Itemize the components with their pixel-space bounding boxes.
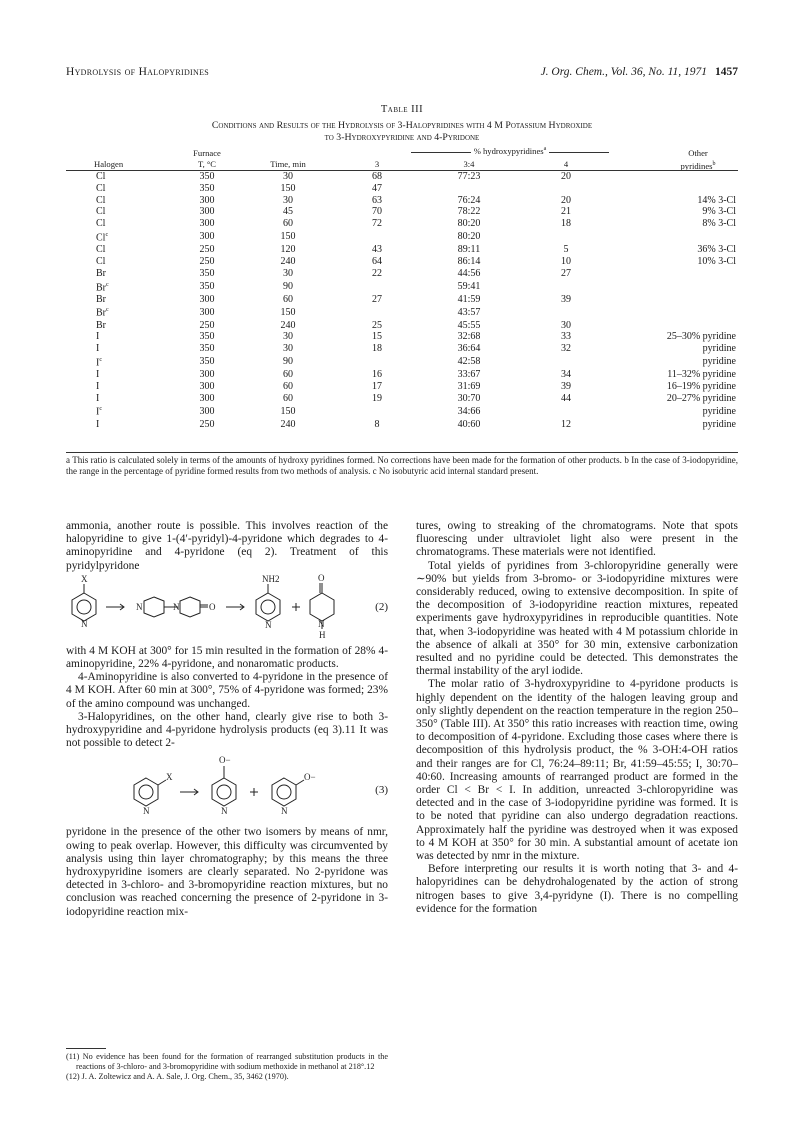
eq2-NH2: NH2 [262,573,280,584]
cell-time: 240 [280,255,296,267]
cell-pct4 [522,305,610,319]
cell-pct4: 21 [561,206,571,218]
cell-pct3 [338,305,416,319]
table-row [66,230,738,244]
table-row [66,171,738,183]
cell-other [610,171,738,183]
cell-pct3: 19 [372,392,382,404]
table-header [66,146,738,170]
cell-ratio: 45:55 [457,319,481,331]
cell-pct4: 34 [561,369,571,381]
cell-pct4: 20 [561,194,571,206]
cell-other [610,294,738,306]
cell-pct4 [522,355,610,369]
table-row [66,294,738,306]
cell-ratio: 76:24 [457,194,481,206]
cell-pct4: 39 [561,293,571,305]
cell-halogen: Br [96,319,106,331]
cell-pct4 [522,183,610,195]
cell-other [610,183,738,195]
cell-ratio: 41:59 [457,293,481,305]
cell-pct3 [338,230,416,244]
cell-other: 9% 3-Cl [702,206,736,218]
cell-halogen: I [96,343,100,355]
left-paragraph-5: pyridone in the presence of the other two isomers by means of nmr, owing to peak overlap. However, this difficulty was circumvented by analysis using thin layer chromatography; by this means the three hydroxypyridine isomers are clearly separated. No 2-pyridone was detected in 3-chloro- and 3-bromopyridine reaction mixtures, but no conclusion was reached concerning the presence of 2-pyridone in 3-iodopyridine reaction mix- [66,826,388,918]
reference-11: (11) No evidence has been found for the formation of rearranged substitution products in the reactions of 3-chloro- and 3-bromopyridine with sodium methoxide in methanol at 218°.12 [66,1052,388,1071]
equation-3-structures [66,750,366,826]
cell-pct3: 43 [372,244,382,256]
cell-ratio: 80:20 [457,231,481,243]
cell-time: 150 [280,405,296,417]
cell-ratio: 86:14 [457,255,481,267]
cell-halogen: Br$^c$ [96,307,109,319]
cell-ratio: 44:56 [457,267,481,279]
right-paragraph-3: The molar ratio of 3-hydroxypyridine to 4-pyridone products is highly dependent on the identity of the halogen leaving group and only slightly dependent on the reaction temperature in the region 250–350° (Table III). At 350° this ratio increases with reaction time, owing to decomposition of 4-pyridone. Excluding those cases where there is decomposition of this hydrolysis product, the % 3-OH:4-OH ratios and their ranges are for Cl, 76:24–89:11; Br, 41:59–45:55; I, 30:70–40:60. Increasing amounts of rearranged product are formed in the order Cl < Br < I. In addition, unreacted 3-chloropyridine was detected and in the case of 3-iodopyridine pyridine was formed. It is to be noted that pyridine can also undergo degradation reactions. Approximately half the pyridine was destroyed when it was exposed to 4 M KOH at 350° for 30 min. A substantial amount of acetate ion was detected by nmr in the mixture. [416,678,738,863]
cell-temp: 300 [199,405,215,417]
table-row [66,404,738,418]
table-row [66,256,738,268]
table-row [66,305,738,319]
cell-pct4 [522,230,610,244]
cell-temp: 300 [199,194,215,206]
table-label: Table III [380,104,424,115]
cell-pct4: 39 [561,380,571,392]
cell-temp: 300 [199,380,215,392]
cell-other: 36% 3-Cl [697,244,736,256]
cell-time: 120 [280,244,296,256]
cell-other: 11–32% pyridine [667,369,736,381]
cell-ratio: 42:58 [457,356,481,368]
table-row [66,343,738,355]
cell-other: 16–19% pyridine [666,380,736,392]
cell-temp: 300 [199,231,215,243]
table-row [66,195,738,207]
table-bottom-rule [66,452,738,453]
cell-halogen: Cl [96,218,106,230]
cell-halogen: Br [96,267,106,279]
eq2-O2: O [318,572,325,583]
running-head-title: Hydrolysis of Halopyridines [66,66,210,78]
eq3-N3: N [281,806,288,817]
cell-temp: 300 [199,206,215,218]
cell-pct4: 10 [561,255,571,267]
cell-pct3: 17 [372,380,382,392]
cell-ratio: 78:22 [457,206,481,218]
left-paragraph-1: ammonia, another route is possible. This involves reaction of the halopyridine to give 1-(4′-pyridyl)-4-pyridone which degrades to 4-aminopyridine and 4-pyridone (eq 2). Treatment of this pyridylpyridone [66,520,388,572]
cell-other [610,280,738,294]
cell-time: 30 [283,171,293,182]
cell-temp: 350 [199,267,215,279]
cell-ratio: 34:66 [457,405,481,417]
cell-temp: 300 [199,293,215,305]
cell-pct4: 30 [561,319,571,331]
cell-time: 60 [283,380,293,392]
cell-time: 240 [280,418,296,430]
cell-halogen: I [96,380,100,392]
cell-ratio [416,183,522,195]
cell-time: 60 [283,369,293,381]
header-col3: 3 [374,159,380,169]
cell-other [610,305,738,319]
cell-footnote-mark: c [99,406,103,413]
eq2-N4: N [265,619,272,630]
table-row [66,355,738,369]
header-other2-text: pyridines [680,160,713,171]
eq2-N5: N [318,618,325,629]
cell-halogen: Br [96,293,106,305]
eq3-N1: N [143,806,150,817]
table-row [66,218,738,230]
cell-halogen: I [96,369,100,381]
table-footnotes: a This ratio is calculated solely in terms of the amounts of hydroxy pyridines formed. No corrections have been made for the formation of other products. b In the case of 3-iodopyridine, the range in the percentage of pyridine formed results from two methods of analysis. c No isobutyric acid internal standard present. [66,455,738,476]
cell-time: 30 [283,343,293,355]
header-temp: T, °C [197,159,217,169]
cell-pct3 [338,404,416,418]
eq2-N1: N [81,618,88,629]
cell-ratio: 33:67 [457,369,481,381]
cell-temp: 300 [199,306,215,318]
cell-pct3: 25 [372,319,382,331]
cell-time: 30 [283,194,293,206]
cell-other: pyridine [702,405,736,417]
left-paragraph-3: 4-Aminopyridine is also converted to 4-pyridone in the presence of 4 M KOH. After 60 min at 300°, 75% of 4-pyridone was formed; 23% of the amino compound was unchanged. [66,671,388,710]
cell-pct3: 8 [374,418,380,430]
eq3-Ominus-1: O− [219,755,231,766]
table-caption-line1: Conditions and Results of the Hydrolysis of 3-Halopyridines with 4 M Potassium Hydroxide [211,120,593,131]
eq2-H: H [319,629,326,640]
cell-footnote-mark: c [99,356,103,363]
cell-other: pyridine [702,343,736,355]
cell-pct4: 18 [561,218,571,230]
eq3-N2: N [221,806,228,817]
eq2-N3: N [173,601,180,612]
header-other1: Other [688,148,708,158]
cell-temp: 350 [199,171,215,182]
cell-pct3: 22 [372,267,382,279]
cell-other [610,230,738,244]
cell-footnote-mark: c [105,231,109,238]
equation-2-number: (2) [375,600,388,613]
cell-temp: 350 [199,343,215,355]
cell-temp: 350 [199,182,215,194]
header-ratio: 3:4 [463,159,475,169]
cell-footnote-mark: c [106,281,109,288]
cell-pct3: 15 [372,331,382,343]
cell-pct3: 47 [372,182,382,194]
cell-time: 150 [280,306,296,318]
table-caption-line2: to 3-Hydroxypyridine and 4-Pyridone [324,132,480,143]
left-paragraph-2: with 4 M KOH at 300° for 15 min resulted in the formation of 28% 4-aminopyridine, 22% 4-pyridone, and nonaromatic products. [66,644,388,671]
table-row [66,206,738,218]
cell-other: 10% 3-Cl [697,255,736,267]
left-paragraph-4: 3-Halopyridines, on the other hand, clearly give rise to both 3-hydroxypyridine and 4-pyridone hydrolysis products (eq 3).11 It was not possible to detect 2- [66,710,388,750]
cell-temp: 350 [199,356,215,368]
cell-pct4: 12 [561,418,571,430]
cell-temp: 300 [199,392,215,404]
cell-halogen: Cl [96,255,106,267]
cell-halogen: Cl [96,171,106,182]
cell-other: 20–27% pyridine [666,392,736,404]
cell-pct3: 18 [372,343,382,355]
cell-pct4: 20 [561,171,571,182]
cell-ratio: 43:57 [457,306,481,318]
cell-pct3: 64 [372,255,382,267]
table-row [66,393,738,405]
cell-temp: 250 [199,319,215,331]
cell-time: 60 [283,293,293,305]
equation-2 [66,573,388,645]
footnote-rule [66,1048,106,1049]
eq2-X-label: X [81,573,88,584]
cell-halogen: $I^c$ [96,356,103,369]
cell-ratio: 59:41 [457,280,481,292]
header-furnace: Furnace [193,148,221,158]
cell-ratio: 89:11 [457,244,481,256]
cell-pct3 [338,280,416,294]
reference-12: (12) J. A. Zoltewicz and A. A. Sale, J. Org. Chem., 35, 3462 (1970). [66,1072,289,1081]
cell-temp: 250 [199,244,215,256]
equation-3 [66,750,388,826]
cell-temp: 300 [199,218,215,230]
cell-halogen: I [96,418,100,430]
equation-2-structures [66,573,366,645]
cell-time: 90 [283,356,293,368]
cell-ratio: 77:23 [457,171,481,182]
cell-pct3 [338,355,416,369]
cell-pct3: 63 [372,194,382,206]
cell-time: 240 [280,319,296,331]
cell-pct4: 32 [561,343,571,355]
header-other-sup: b [712,161,716,167]
cell-ratio: 36:64 [457,343,481,355]
cell-halogen: I [96,331,100,343]
cell-ratio: 40:60 [457,418,481,430]
cell-pct4: 5 [563,244,569,256]
header-col4: 4 [563,159,569,169]
cell-time: 45 [283,206,293,218]
table-row [66,183,738,195]
cell-time: 30 [283,267,293,279]
running-head [66,66,738,82]
cell-pct4 [522,404,610,418]
right-paragraph-1: tures, owing to streaking of the chromatograms. Note that spots fluorescing under ultraviolet light also were present in the chromatograms. These materials were not identified. [416,520,738,559]
table-row [66,268,738,280]
cell-temp: 350 [199,331,215,343]
journal-citation: J. Org. Chem., Vol. 36, No. 11, 1971 [540,66,707,78]
cell-pct3: 72 [372,218,382,230]
cell-ratio: 80:20 [457,218,481,230]
cell-other: pyridine [702,356,736,368]
cell-temp: 250 [199,255,215,267]
results-table [66,171,738,430]
eq3-Ominus-2: O− [304,772,316,783]
cell-halogen: $I^c$ [96,406,103,418]
cell-ratio: 31:69 [457,380,481,392]
right-paragraph-4: Before interpreting our results it is worth noting that 3- and 4-halopyridines can be dehydrohalogenated by the action of strong nitrogen bases to give 3,4-pyridyne (I). There is no compelling evidence for the formation [416,863,738,915]
cell-ratio: 30:70 [457,392,481,404]
eq2-N2: N [136,601,143,612]
header-halogen: Halogen [94,159,124,169]
right-column [416,520,738,916]
cell-halogen: Cl [96,206,106,218]
cell-temp: 250 [199,418,215,430]
cell-temp: 350 [199,280,215,292]
equation-3-number: (3) [375,784,388,797]
cell-halogen: I [96,392,100,404]
cell-pct4: 33 [561,331,571,343]
cell-time: 60 [283,392,293,404]
table-row [66,244,738,256]
header-time: Time, min [270,159,306,169]
cell-temp: 300 [199,369,215,381]
right-paragraph-2: Total yields of pyridines from 3-chloropyridine generally were ∼90% but yields from 3-bromo- or 3-iodopyridine mixtures were considerably reduced, owing to extensive decomposition. In spite of the decomposition of 3-iodopyridine reaction mixtures, repeated experiments gave hydroxypyridines in reproducible quantities. Note that, when 3-iodopyridine was heated with 4 M potassium chloride in the absence of alkali at 350° for 30 min, extensive carbonization resulted and no pyridine could be detected. This demonstrates the thermal instability of the aryl iodide. [416,559,738,678]
cell-pct3: 27 [372,293,382,305]
cell-pct3: 16 [372,369,382,381]
cell-other: pyridine [702,418,736,430]
cell-pct4: 27 [561,267,571,279]
running-head-journal [541,66,738,78]
table-row [66,419,738,431]
cell-time: 30 [283,331,293,343]
cell-footnote-mark: c [106,307,109,314]
eq3-X-label: X [166,772,173,783]
cell-time: 90 [283,280,293,292]
cell-halogen: Cl [96,194,106,206]
table-row [66,320,738,332]
table-caption [90,120,714,144]
cell-pct4: 44 [561,392,571,404]
cell-halogen: Cl$^c$ [96,231,109,244]
references [66,1052,388,1082]
table-row [66,369,738,381]
header-hydroxypyridines [382,146,638,156]
cell-other [610,320,738,332]
cell-ratio: 32:68 [457,331,481,343]
cell-pct3: 68 [372,171,382,182]
cell-other: 14% 3-Cl [697,194,736,206]
left-column [66,520,388,919]
cell-other [610,268,738,280]
eq2-O1: O [209,601,216,612]
table-row [66,381,738,393]
cell-pct3: 70 [372,206,382,218]
cell-time: 150 [280,231,296,243]
page-number: 1457 [715,66,738,78]
cell-time: 60 [283,218,293,230]
cell-other: 25–30% pyridine [666,331,736,343]
table-row [66,280,738,294]
table-row [66,331,738,343]
cell-halogen: Cl [96,182,106,194]
cell-halogen: Br$^c$ [96,281,109,293]
header-span-text: % hydroxypyridines [473,146,544,156]
cell-time: 150 [280,182,296,194]
cell-pct4 [522,280,610,294]
cell-halogen: Cl [96,244,106,256]
header-span-sup: a [543,146,547,153]
cell-other: 8% 3-Cl [702,218,736,230]
